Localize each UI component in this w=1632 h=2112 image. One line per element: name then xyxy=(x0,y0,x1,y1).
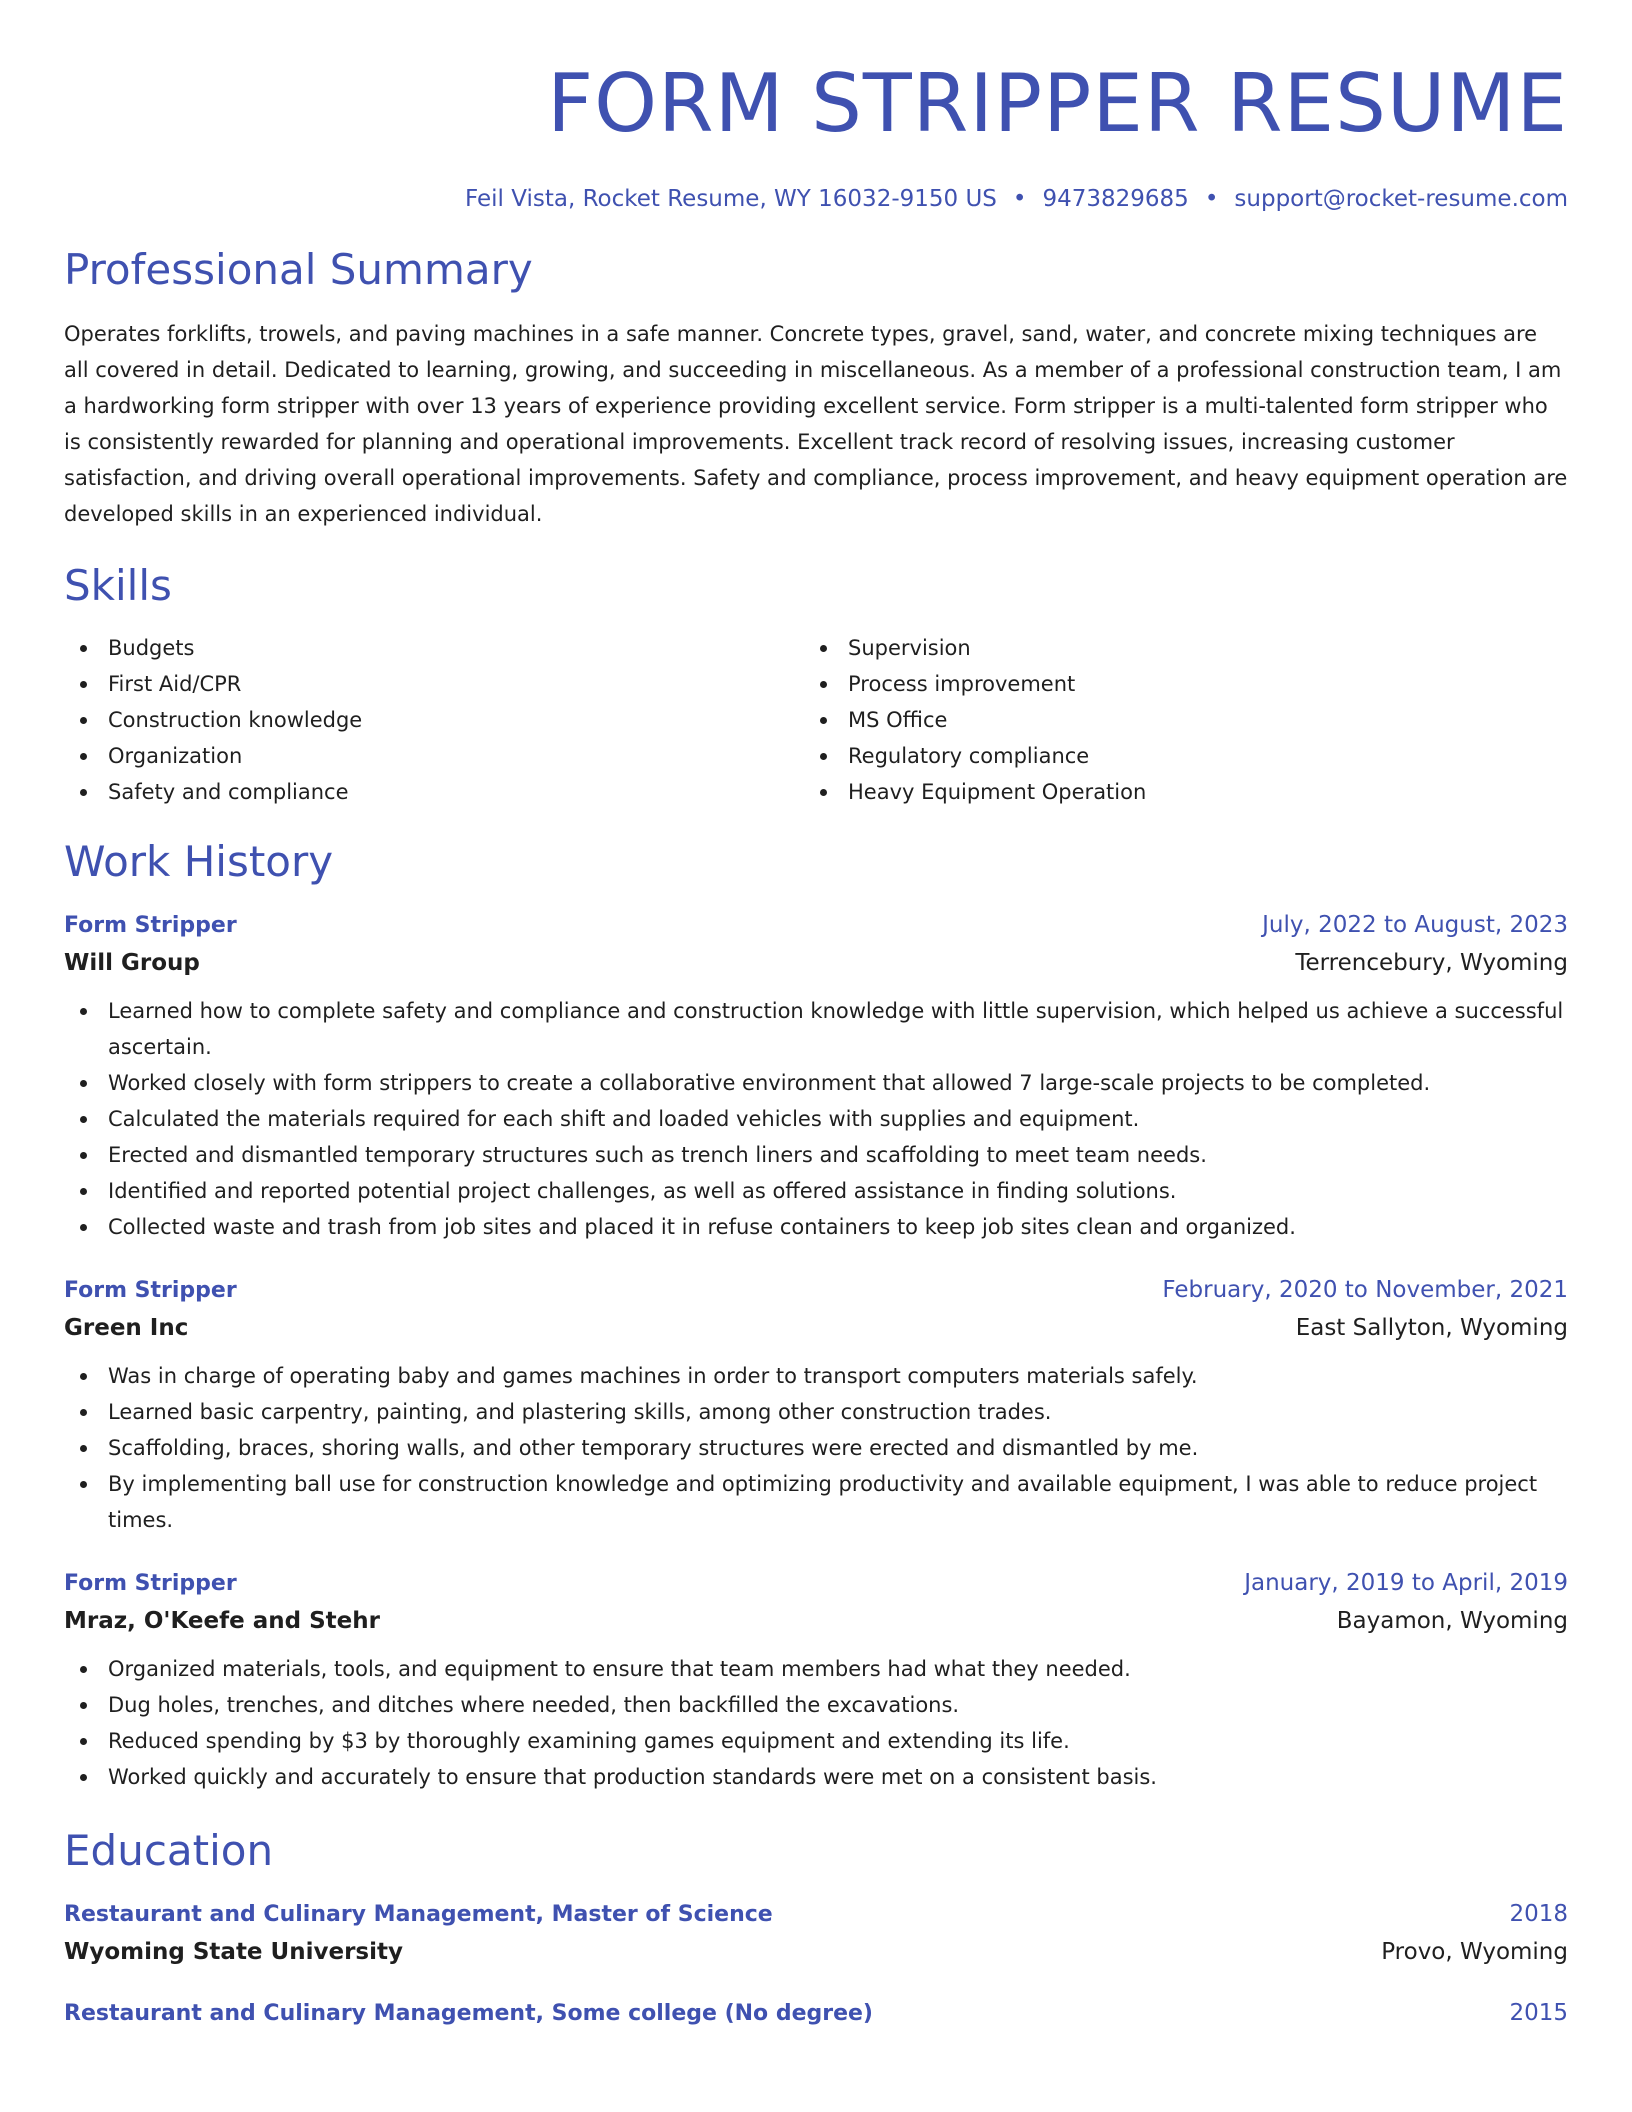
education-location: Provo, Wyoming xyxy=(1381,1939,1568,1965)
job-location: Bayamon, Wyoming xyxy=(1336,1608,1568,1634)
job-bullet: Identified and reported potential project challenges, as well as offered assistance in finding solutions. xyxy=(64,1173,1568,1209)
contact-separator: • xyxy=(1012,186,1027,212)
job-company-row xyxy=(64,1601,1568,1641)
job-bullet: Calculated the materials required for each shift and loaded vehicles with supplies and equipment. xyxy=(64,1101,1568,1137)
job-title-row xyxy=(64,1273,1568,1308)
contact-phone: 9473829685 xyxy=(1042,186,1189,212)
skill-item: Supervision xyxy=(804,630,1544,666)
job-title: Form Stripper xyxy=(64,1278,237,1303)
skill-item: Safety and compliance xyxy=(64,774,804,810)
job-bullet: Dug holes, trenches, and ditches where needed, then backfilled the excavations. xyxy=(64,1687,1568,1723)
job-location: Terrencebury, Wyoming xyxy=(1295,950,1568,976)
job-company-row xyxy=(64,943,1568,983)
skill-item: Budgets xyxy=(64,630,804,666)
summary-heading: Professional Summary xyxy=(64,245,533,294)
education-entry xyxy=(64,1897,1568,1972)
education-degree: Restaurant and Culinary Management, Some college (No degree) xyxy=(64,2001,873,2026)
skill-item: Process improvement xyxy=(804,666,1544,702)
contact-address: Feil Vista, Rocket Resume, WY 16032-9150 US xyxy=(465,186,997,212)
education-school-row xyxy=(64,1932,1568,1972)
job-bullet: Organized materials, tools, and equipment to ensure that team members had what they needed. xyxy=(64,1651,1568,1687)
job-dates: July, 2022 to August, 2023 xyxy=(1262,912,1568,938)
education-heading: Education xyxy=(64,1826,274,1875)
education-year: 2018 xyxy=(1509,1901,1568,1927)
education-degree-row xyxy=(64,1897,1568,1932)
education-degree: Restaurant and Culinary Management, Master of Science xyxy=(64,1902,773,1927)
job-bullet: Was in charge of operating baby and games machines in order to transport computers materials safely. xyxy=(64,1358,1568,1394)
job-bullet: Worked closely with form strippers to create a collaborative environment that allowed 7 large-scale projects to be completed. xyxy=(64,1065,1568,1101)
job-bullets xyxy=(64,1358,1568,1538)
skill-item: Construction knowledge xyxy=(64,702,804,738)
skills-column-left xyxy=(64,630,804,810)
job-bullet: Collected waste and trash from job sites and placed it in refuse containers to keep job sites clean and organized. xyxy=(64,1209,1568,1245)
job-dates: February, 2020 to November, 2021 xyxy=(1162,1277,1568,1303)
skills-list xyxy=(64,630,1568,810)
resume-name: FORM STRIPPER RESUME xyxy=(547,57,1568,150)
job-bullet: By implementing ball use for construction knowledge and optimizing productivity and available equipment, I was able to reduce project times. xyxy=(64,1466,1568,1538)
job-bullets xyxy=(64,993,1568,1245)
job-bullets xyxy=(64,1651,1568,1795)
summary-text: Operates forklifts, trowels, and paving machines in a safe manner. Concrete types, gravel, sand, water, and concrete mixing techniques are all covered in detail. Dedicated to learning, growing, and succeeding in miscellaneous. As a member of a professional construction team, I am a hardworking form stripper with over 13 years of experience providing excellent service. Form stripper is a multi-talented form stripper who is consistently rewarded for planning and operational improvements. Excellent track record of resolving issues, increasing customer satisfaction, and driving overall operational improvements. Safety and compliance, process improvement, and heavy equipment operation are developed skills in an experienced individual. xyxy=(64,322,1568,526)
work-history-heading: Work History xyxy=(64,837,334,886)
skill-item: MS Office xyxy=(804,702,1544,738)
skills-heading: Skills xyxy=(64,561,172,610)
contact-line xyxy=(64,184,1568,214)
education-entry xyxy=(64,1996,1568,2031)
contact-email[interactable]: support@rocket-resume.com xyxy=(1234,186,1568,212)
education-year: 2015 xyxy=(1509,2000,1568,2026)
job-company: Green Inc xyxy=(64,1315,189,1341)
job-title: Form Stripper xyxy=(64,1571,237,1596)
education-school: Wyoming State University xyxy=(64,1939,403,1965)
resume-header xyxy=(64,0,1568,214)
job-bullet: Learned how to complete safety and compliance and construction knowledge with little supervision, which helped us achieve a successful ascertain. xyxy=(64,993,1568,1065)
job-company: Mraz, O'Keefe and Stehr xyxy=(64,1608,380,1634)
job-entry xyxy=(64,1273,1568,1538)
skill-item: Regulatory compliance xyxy=(804,738,1544,774)
job-bullet: Reduced spending by $3 by thoroughly examining games equipment and extending its life. xyxy=(64,1723,1568,1759)
job-company: Will Group xyxy=(64,950,200,976)
contact-separator: • xyxy=(1204,186,1219,212)
job-bullet: Worked quickly and accurately to ensure that production standards were met on a consistent basis. xyxy=(64,1759,1568,1795)
job-entry xyxy=(64,1566,1568,1795)
skill-item: Organization xyxy=(64,738,804,774)
job-company-row xyxy=(64,1308,1568,1348)
skills-column-right xyxy=(804,630,1544,810)
job-title-row xyxy=(64,908,1568,943)
job-bullet: Learned basic carpentry, painting, and plastering skills, among other construction trades. xyxy=(64,1394,1568,1430)
job-bullet: Erected and dismantled temporary structures such as trench liners and scaffolding to meet team needs. xyxy=(64,1137,1568,1173)
skill-item: Heavy Equipment Operation xyxy=(804,774,1544,810)
job-bullet: Scaffolding, braces, shoring walls, and other temporary structures were erected and dismantled by me. xyxy=(64,1430,1568,1466)
job-entry xyxy=(64,908,1568,1245)
job-title-row xyxy=(64,1566,1568,1601)
job-dates: January, 2019 to April, 2019 xyxy=(1244,1570,1568,1596)
education-degree-row xyxy=(64,1996,1568,2031)
job-location: East Sallyton, Wyoming xyxy=(1295,1315,1568,1341)
job-title: Form Stripper xyxy=(64,913,237,938)
skill-item: First Aid/CPR xyxy=(64,666,804,702)
